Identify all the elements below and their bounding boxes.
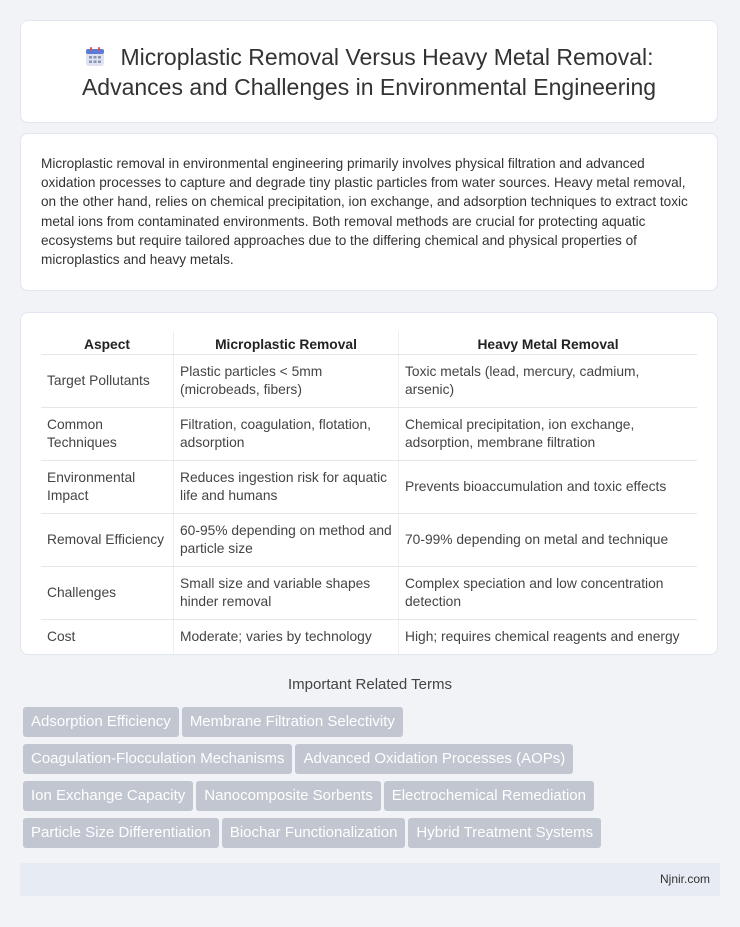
- comparison-card: [20, 312, 718, 655]
- row-aspect: Removal Efficiency: [41, 514, 174, 567]
- row-aspect: Environmental Impact: [41, 461, 174, 514]
- row-microplastic: Small size and variable shapes hinder removal: [174, 567, 399, 620]
- table-row: [41, 567, 697, 620]
- row-aspect: Cost: [47, 629, 76, 644]
- row-aspect: Target Pollutants: [41, 355, 174, 408]
- related-terms-list: [23, 707, 723, 855]
- column-header-aspect: Aspect: [41, 331, 174, 355]
- row-heavy-metal: Chemical precipitation, ion exchange, adsorption, membrane filtration: [399, 408, 698, 461]
- related-term-tag[interactable]: Adsorption Efficiency: [23, 707, 179, 737]
- row-microplastic: Reduces ingestion risk for aquatic life and humans: [174, 461, 399, 514]
- row-microplastic: Filtration, coagulation, flotation, adsorption: [174, 408, 399, 461]
- row-microplastic: Plastic particles < 5mm (microbeads, fibers): [174, 355, 399, 408]
- related-term-tag[interactable]: Nanocomposite Sorbents: [196, 781, 380, 811]
- related-term-tag[interactable]: Ion Exchange Capacity: [23, 781, 193, 811]
- table-header-row: [41, 331, 697, 355]
- row-microplastic: Moderate; varies by technology: [174, 620, 399, 655]
- calendar-icon: [84, 45, 106, 67]
- table-row: [41, 461, 697, 514]
- related-terms-heading: Important Related Terms: [288, 676, 452, 693]
- related-term-tag[interactable]: Hybrid Treatment Systems: [408, 818, 601, 848]
- column-header-heavy-metal: Heavy Metal Removal: [399, 331, 698, 355]
- related-term-tag[interactable]: Biochar Functionalization: [222, 818, 406, 848]
- row-heavy-metal: Prevents bioaccumulation and toxic effects: [399, 461, 698, 514]
- row-heavy-metal: 70-99% depending on metal and technique: [399, 514, 698, 567]
- row-microplastic: 60-95% depending on method and particle size: [174, 514, 399, 567]
- table-row: [41, 620, 697, 655]
- row-heavy-metal: Toxic metals (lead, mercury, cadmium, arsenic): [399, 355, 698, 408]
- related-term-tag[interactable]: Particle Size Differentiation: [23, 818, 219, 848]
- intro-paragraph: Microplastic removal in environmental engineering primarily involves physical filtration and advanced oxidation processes to capture and degrade tiny plastic particles from water sources. Heavy metal removal, on the other hand, relies on chemical precipitation, ion exchange, and adsorption techniques to extract toxic metal ions from contaminated environments. Both removal methods are crucial for protecting aquatic ecosystems but require tailored approaches due to the differing chemical and physical properties of microplastics and heavy metals.: [41, 156, 688, 268]
- intro-card: [20, 133, 718, 291]
- related-term-tag[interactable]: Advanced Oxidation Processes (AOPs): [295, 744, 573, 774]
- footer-site-link[interactable]: Njnir.com: [659, 872, 710, 886]
- comparison-table: [41, 331, 697, 654]
- table-row: [41, 514, 697, 567]
- table-row: [41, 408, 697, 461]
- row-aspect: Challenges: [41, 567, 174, 620]
- title-card: [20, 20, 718, 123]
- page-title-wrap: [21, 42, 717, 102]
- related-term-tag[interactable]: Membrane Filtration Selectivity: [182, 707, 403, 737]
- page-title: Microplastic Removal Versus Heavy Metal Removal: Advances and Challenges in Environmental Engineering: [81, 43, 657, 100]
- column-header-microplastic: Microplastic Removal: [174, 331, 399, 355]
- footer: [20, 863, 720, 896]
- row-heavy-metal: High; requires chemical reagents and energy: [399, 620, 698, 655]
- related-term-tag[interactable]: Electrochemical Remediation: [384, 781, 594, 811]
- row-heavy-metal: Complex speciation and low concentration detection: [399, 567, 698, 620]
- table-row: [41, 355, 697, 408]
- row-aspect: Common Techniques: [41, 408, 174, 461]
- related-term-tag[interactable]: Coagulation-Flocculation Mechanisms: [23, 744, 292, 774]
